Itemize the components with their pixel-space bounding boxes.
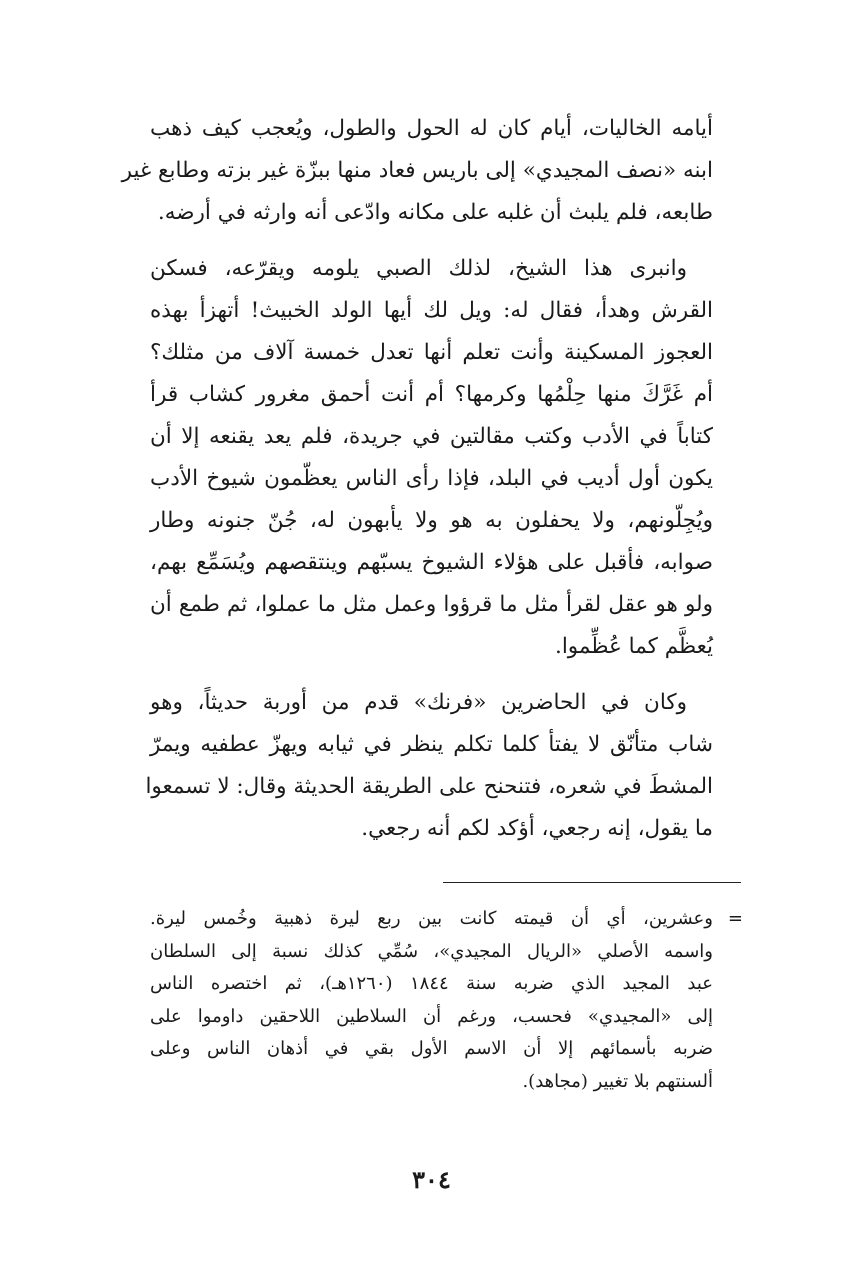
text-line: كتاباً في الأدب وكتب مقالتين في جريدة، فلم يعد يقنعه إلا أن: [150, 424, 713, 449]
footnote-line: إلى «المجيدي» فحسب، ورغم أن السلاطين اللاحقين داوموا على: [150, 1005, 713, 1027]
text-line: القرش وهدأ، فقال له: ويل لك أيها الولد الخبيث! أتهزأ بهذه: [150, 298, 713, 323]
footnote-line: واسمه الأصلي «الريال المجيدي»، سُمِّي كذلك نسبة إلى السلطان: [150, 940, 713, 962]
text-line: صوابه، فأقبل على هؤلاء الشيوخ يسبّهم وينتقصهم ويُسَمِّع بهم،: [150, 550, 713, 575]
text-line: ما يقول، إنه رجعي، أؤكد لكم أنه رجعي.: [361, 816, 713, 841]
text-line: يكون أول أديب في البلد، فإذا رأى الناس يعظّمون شيوخ الأدب: [150, 466, 713, 491]
text-line: ابنه «نصف المجيدي» إلى باريس فعاد منها ببزّة غير بزته وطابع غير: [121, 158, 713, 183]
footnote-line: عبد المجيد الذي ضربه سنة ١٨٤٤ (١٢٦٠هـ)، ثم اختصره الناس: [150, 973, 713, 994]
footnote-line: وعشرين، أي أن قيمته كانت بين ربع ليرة ذهبية وخُمس ليرة.: [150, 908, 713, 929]
text-line: ولو هو عقل لقرأ مثل ما قرؤوا وعمل مثل ما عملوا، ثم طمع أن: [150, 592, 713, 617]
text-line: يُعظَّم كما عُظِّموا.: [555, 634, 713, 659]
text-line: العجوز المسكينة وأنت تعلم أنها تعدل خمسة آلاف من مثلك؟: [150, 340, 713, 365]
footnote-divider: [443, 882, 741, 883]
footnote-line: ألسنتهم بلا تغيير (مجاهد).: [522, 1070, 713, 1092]
paragraph-2: [150, 248, 713, 668]
text-line: شاب متأنّق لا يفتأ كلما تكلم ينظر في ثيابه ويهزّ عطفيه ويمرّ: [150, 732, 713, 757]
main-text: [121, 108, 713, 850]
text-line: أم غَرَّكَ منها حِلْمُها وكرمها؟ أم أنت أحمق مغرور كشاب قرأ: [150, 382, 713, 407]
paragraph-1: [121, 108, 713, 234]
text-line: ويُجِلّونهم، ولا يحفلون به هو ولا يأبهون له، جُنّ جنونه وطار: [150, 508, 713, 533]
text-line: وانبرى هذا الشيخ، لذلك الصبي يلومه ويقرّعه، فسكن: [150, 256, 687, 281]
text-line: وكان في الحاضرين «فرنك» قدم من أوربة حديثاً، وهو: [150, 690, 687, 715]
paragraph-3: [145, 682, 713, 850]
text-line: أيامه الخاليات، أيام كان له الحول والطول، ويُعجب كيف ذهب: [150, 116, 713, 141]
footnote: [150, 903, 743, 1098]
footnote-continuation-marker: =: [727, 908, 743, 929]
text-line: طابعه، فلم يلبث أن غلبه على مكانه وادّعى أنه وارثه في أرضه.: [157, 200, 713, 225]
text-line: المشطَ في شعره، فتنحنح على الطريقة الحديثة وقال: لا تسمعوا: [145, 774, 713, 799]
footnote-line: ضربه بأسمائهم إلا أن الاسم الأول بقي في أذهان الناس وعلى: [150, 1038, 713, 1059]
page-number: ٣٠٤: [412, 1165, 451, 1194]
